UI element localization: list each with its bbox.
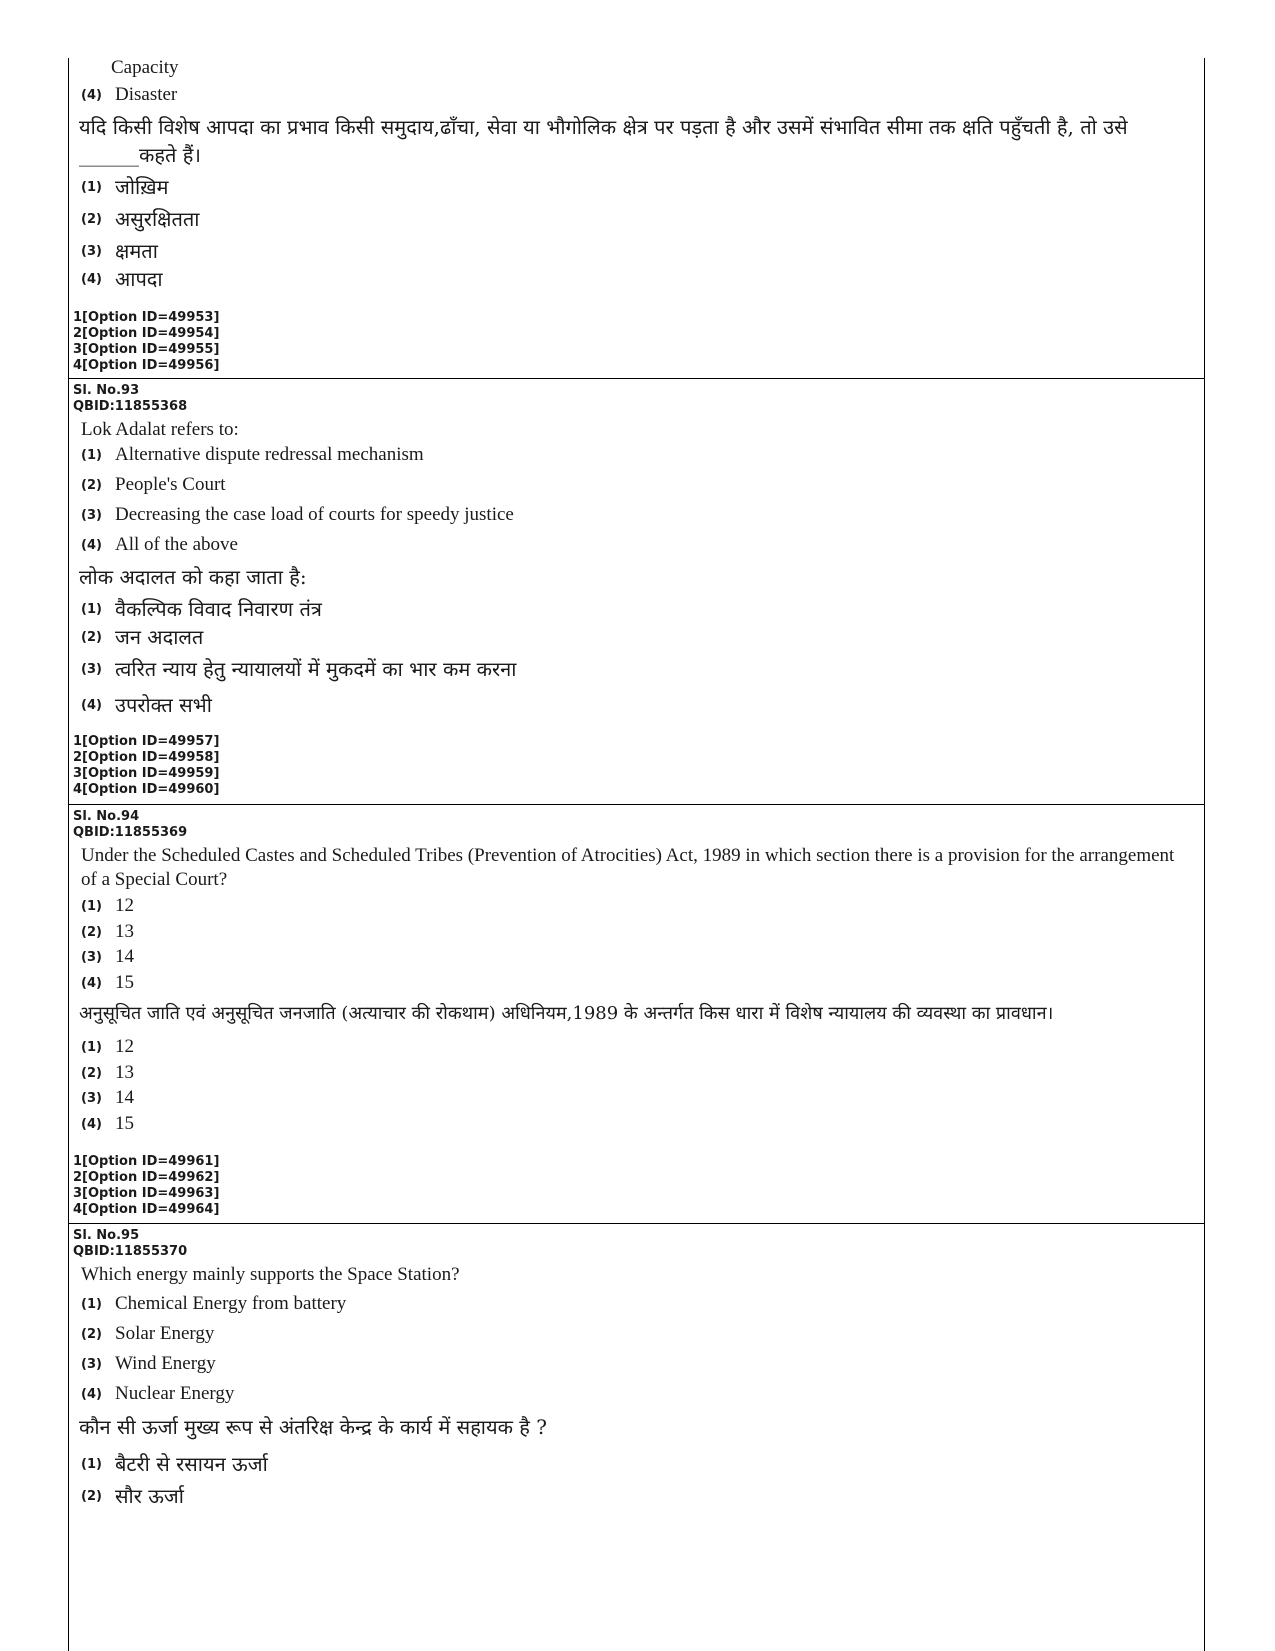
option-number: (1)	[81, 1039, 102, 1055]
question-stem-hi: कौन सी ऊर्जा मुख्य रूप से अंतरिक्ष केन्द्र के कार्य में सहायक है ?	[79, 1415, 548, 1439]
option-text: 13	[115, 1062, 134, 1083]
option-number: (1)	[81, 179, 102, 195]
option-text: Decreasing the case load of courts for speedy justice	[115, 504, 514, 525]
question-stem-en: Which energy mainly supports the Space Station?	[81, 1264, 460, 1285]
option-number: (2)	[81, 924, 102, 940]
option-text: Wind Energy	[115, 1353, 216, 1374]
option-1	[81, 444, 424, 466]
serial-number: Sl. No.93	[73, 383, 140, 398]
serial-number: Sl. No.94	[73, 809, 140, 824]
option-2	[81, 474, 226, 496]
option-number: (3)	[81, 1090, 102, 1106]
option-text: 14	[115, 946, 134, 967]
qbid: QBID:11855370	[73, 1244, 188, 1259]
hindi-option-3	[81, 656, 516, 682]
option-number: (3)	[81, 661, 102, 677]
option-number: (2)	[81, 629, 102, 645]
question-divider	[69, 1223, 1204, 1224]
option-text: 12	[115, 1036, 134, 1057]
hindi-option-2	[81, 624, 203, 650]
option-number: (4)	[81, 537, 102, 553]
option-text: बैटरी से रसायन ऊर्जा	[115, 1452, 268, 1476]
option-text: Solar Energy	[115, 1323, 215, 1344]
hindi-option-3	[81, 238, 158, 264]
hindi-option-3	[81, 1087, 134, 1109]
option-id: 1[Option ID=49953]	[73, 310, 220, 325]
option-4	[81, 534, 238, 556]
option-id: 1[Option ID=49961]	[73, 1154, 220, 1169]
question-stem-en: Under the Scheduled Castes and Scheduled Tribes (Prevention of Atrocities) Act, 1989 in which section there is a provision for the arrangement of a Special Court?	[81, 845, 1175, 890]
option-4	[81, 84, 177, 106]
option-number: (2)	[81, 1326, 102, 1342]
option-number: (2)	[81, 211, 102, 227]
option-text: क्षमता	[115, 239, 158, 263]
option-4	[81, 972, 134, 994]
option-number: (1)	[81, 601, 102, 617]
serial-number: Sl. No.95	[73, 1228, 140, 1243]
option-text: 14	[115, 1087, 134, 1108]
option-text: Alternative dispute redressal mechanism	[115, 444, 424, 465]
option-text: त्वरित न्याय हेतु न्यायालयों में मुकदमें का भार कम करना	[115, 657, 517, 681]
option-id: 4[Option ID=49964]	[73, 1202, 220, 1217]
hindi-option-2	[81, 206, 199, 232]
option-text: Nuclear Energy	[115, 1383, 235, 1404]
option-1	[81, 1293, 346, 1315]
option-id: 2[Option ID=49962]	[73, 1170, 220, 1185]
option-text: जोख़िम	[115, 175, 169, 199]
option-number: (3)	[81, 949, 102, 965]
option-text: असुरक्षितता	[115, 207, 200, 231]
option-number: (3)	[81, 507, 102, 523]
option-id: 1[Option ID=49957]	[73, 734, 220, 749]
option-text: 12	[115, 895, 134, 916]
hindi-question-stem-line2: ______कहते हैं।	[79, 143, 201, 167]
option-number: (4)	[81, 975, 102, 991]
option-number: (4)	[81, 1386, 102, 1402]
option-number: (2)	[81, 1488, 102, 1504]
option-number: (4)	[81, 1116, 102, 1132]
option-number: (1)	[81, 1456, 102, 1472]
option-2	[81, 1323, 214, 1345]
option-number: (2)	[81, 477, 102, 493]
option-text: उपरोक्त सभी	[115, 693, 212, 717]
option-id: 3[Option ID=49963]	[73, 1186, 220, 1201]
option-id: 2[Option ID=49958]	[73, 750, 220, 765]
hindi-option-2	[81, 1062, 134, 1084]
option-number: (1)	[81, 1296, 102, 1312]
option-3	[81, 1353, 216, 1375]
hindi-question-stem-line1: यदि किसी विशेष आपदा का प्रभाव किसी समुदाय,ढाँचा, सेवा या भौगोलिक क्षेत्र पर पड़ता है और उसमें संभावित सीमा तक क्षति पहुँचती है, तो उसे	[79, 115, 1128, 139]
hindi-option-1	[81, 174, 169, 200]
option-text: All of the above	[115, 534, 238, 555]
option-text: People's Court	[115, 474, 226, 495]
question-divider	[69, 804, 1204, 805]
option-text: Disaster	[115, 84, 178, 105]
hindi-option-1	[81, 1036, 134, 1058]
hindi-option-2	[81, 1483, 184, 1509]
option-2	[81, 921, 134, 943]
option-number: (4)	[81, 87, 102, 103]
option-id: 2[Option ID=49954]	[73, 326, 220, 341]
option-id: 4[Option ID=49960]	[73, 782, 220, 797]
question-stem-hi: लोक अदालत को कहा जाता है:	[79, 565, 307, 589]
option-number: (1)	[81, 898, 102, 914]
option-number: (4)	[81, 271, 102, 287]
option-number: (2)	[81, 1065, 102, 1081]
option-number: (3)	[81, 243, 102, 259]
option-id: 4[Option ID=49956]	[73, 358, 220, 373]
option-text: आपदा	[115, 267, 163, 291]
option-id: 3[Option ID=49959]	[73, 766, 220, 781]
option-3	[81, 946, 134, 968]
option-text: जन अदालत	[115, 625, 204, 649]
option-4	[81, 1383, 234, 1405]
hindi-option-4	[81, 1113, 134, 1135]
hindi-option-1	[81, 596, 322, 622]
option-text: वैकल्पिक विवाद निवारण तंत्र	[115, 597, 322, 621]
option-text: 13	[115, 921, 134, 942]
qbid: QBID:11855368	[73, 399, 188, 414]
option-text: 15	[115, 972, 134, 993]
option-number: (4)	[81, 697, 102, 713]
question-stem-hi: अनुसूचित जाति एवं अनुसूचित जनजाति (अत्याचार की रोकथाम) अधिनियम,1989 के अन्तर्गत किस धारा में विशेष न्यायालय की व्यवस्था का प्रावधान।	[79, 1003, 1054, 1024]
option-text: 15	[115, 1113, 134, 1134]
option-number: (1)	[81, 447, 102, 463]
question-stem-en: Lok Adalat refers to:	[81, 419, 239, 440]
option-3	[81, 504, 514, 526]
page-frame	[68, 58, 1205, 1651]
option-number: (3)	[81, 1356, 102, 1372]
option-text: सौर ऊर्जा	[115, 1484, 184, 1508]
qbid: QBID:11855369	[73, 825, 188, 840]
option-text: Chemical Energy from battery	[115, 1293, 347, 1314]
hindi-option-1	[81, 1451, 268, 1477]
option-1	[81, 895, 134, 917]
option-text: Capacity	[111, 57, 179, 78]
hindi-option-4	[81, 692, 212, 718]
hindi-option-4	[81, 266, 163, 292]
option-id: 3[Option ID=49955]	[73, 342, 220, 357]
question-divider	[69, 378, 1204, 379]
